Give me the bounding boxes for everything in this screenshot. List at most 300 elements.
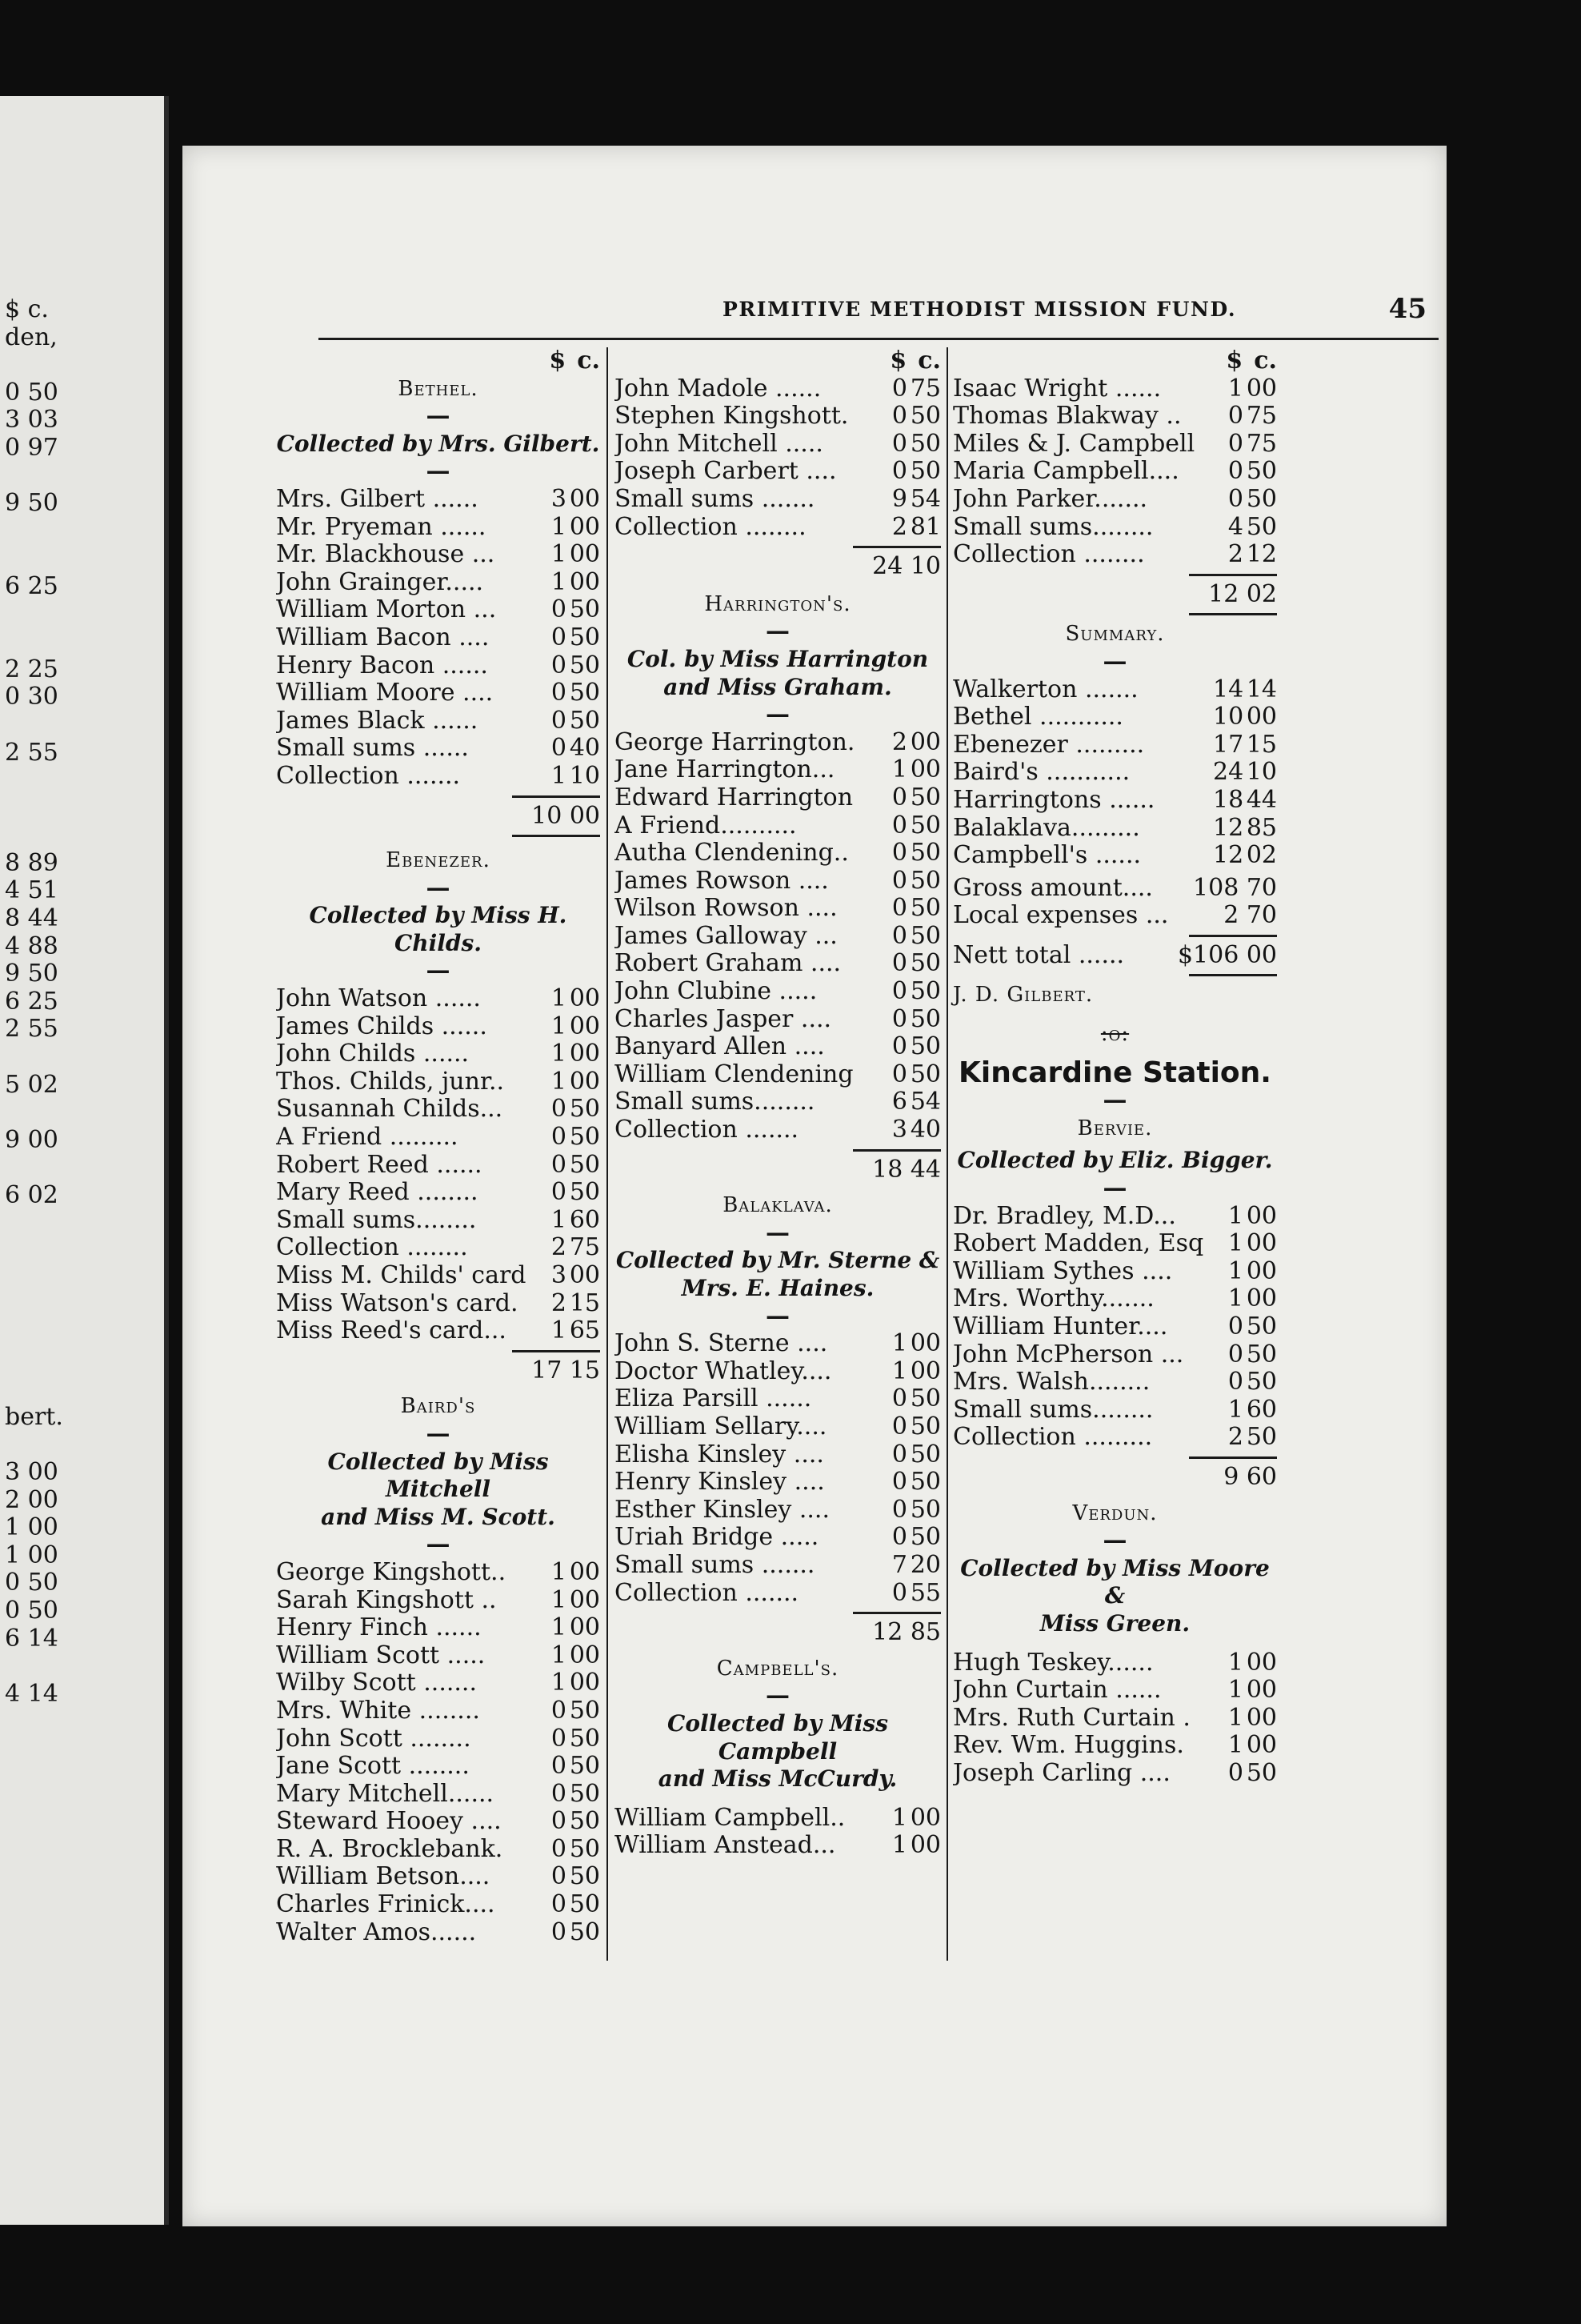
left-page-fragment-line: 8 89 — [5, 848, 58, 877]
cents: 00 — [569, 1067, 600, 1096]
cents: 00 — [1246, 1703, 1277, 1732]
section-total — [953, 581, 1277, 609]
dollars: 0 — [891, 1440, 907, 1469]
left-page-fragment-line: 0 50 — [5, 1596, 58, 1625]
ledger-row — [276, 486, 600, 514]
cents: 00 — [569, 1261, 600, 1289]
ledger-row — [614, 756, 941, 784]
donor-name: Robert Madden, Esq — [953, 1230, 1204, 1258]
short-dash: — — [426, 402, 450, 431]
dollars: 12 — [1213, 841, 1244, 870]
cents: 12 — [1246, 540, 1277, 569]
ledger-row — [953, 458, 1277, 486]
dollars: 1 — [550, 567, 566, 596]
donor-name: Collection ......... — [953, 1424, 1153, 1452]
left-page-fragment-line — [3, 822, 63, 850]
donor-name: Mrs. Worthy....... — [953, 1285, 1155, 1313]
donor-name: William Bacon .... — [276, 623, 490, 651]
dollars: 0 — [550, 1779, 566, 1808]
ledger-row — [276, 624, 600, 652]
collector-line: Collected by Mrs. Gilbert. — [276, 430, 600, 457]
donor-name: Small sums ...... — [276, 735, 469, 763]
ledger-row — [276, 1697, 600, 1725]
ledger-row — [953, 1258, 1277, 1286]
dollars: 2 — [891, 727, 907, 756]
ledger-row — [614, 1832, 941, 1860]
ledger-row — [614, 1033, 941, 1061]
donor-name: Charles Frinick.... — [276, 1891, 495, 1919]
dollars: 0 — [891, 949, 907, 978]
ledger-row — [276, 1068, 600, 1096]
donor-name: Esther Kinsley .... — [614, 1496, 831, 1524]
cents: 50 — [1246, 1368, 1277, 1396]
dollars: 0 — [550, 1696, 566, 1725]
ledger-row — [614, 978, 941, 1006]
cents: 00 — [1246, 1284, 1277, 1313]
left-page-fragment-line: 9 50 — [5, 489, 58, 518]
dollars: 24 — [1213, 758, 1244, 787]
dollars: 1 — [550, 1067, 566, 1096]
dollars: 2 — [891, 512, 907, 541]
donor-name: Harringtons ...... — [953, 786, 1155, 814]
cents: 60 — [569, 1205, 600, 1234]
left-page-fragment-line — [3, 711, 63, 739]
cents: 50 — [910, 457, 941, 486]
donor-name: Thos. Childs, junr.. — [276, 1068, 505, 1096]
dollars: 0 — [1227, 484, 1243, 513]
total-amount: 24 10 — [872, 552, 941, 581]
collector-line: Collected by Miss H. Childs. — [309, 902, 567, 956]
section-title: Balaklava. — [722, 1193, 833, 1218]
donor-name: John S. Sterne .... — [614, 1330, 828, 1358]
dollars: 3 — [891, 1116, 907, 1144]
cents: 00 — [910, 727, 941, 756]
total-amount: 9 60 — [1223, 1462, 1277, 1491]
left-page-fragment-line — [3, 1210, 63, 1238]
dollars: 0 — [550, 1178, 566, 1207]
cents: 50 — [910, 1523, 941, 1552]
dollars: 1 — [1227, 1648, 1243, 1677]
section-total — [614, 553, 941, 581]
collector-line: and Miss McCurdy. — [658, 1765, 898, 1793]
donor-name: Henry Bacon ...... — [276, 651, 488, 679]
ledger-row — [953, 514, 1277, 542]
ledger-row — [276, 596, 600, 624]
left-page-fragment-line: 0 97 — [5, 433, 58, 462]
dollars: 0 — [550, 679, 566, 707]
left-page-fragment-line — [3, 1044, 63, 1072]
donor-name: John Parker....... — [953, 485, 1148, 513]
ledger-row — [614, 375, 941, 403]
spacer — [614, 581, 941, 591]
donor-name: Wilson Rowson .... — [614, 895, 838, 923]
donor-name: James Galloway ... — [614, 922, 838, 950]
cents: 50 — [569, 1095, 600, 1124]
left-page-fragment-line: 0 50 — [5, 1569, 58, 1597]
page-header — [322, 293, 1427, 330]
donor-name: John Madole ...... — [614, 375, 822, 403]
dollars: 14 — [1213, 675, 1244, 703]
ledger-row — [953, 1313, 1277, 1341]
section-title: Harrington's. — [704, 591, 851, 616]
dollars: 0 — [891, 1523, 907, 1552]
cents: 00 — [569, 1585, 600, 1614]
cents: 50 — [1246, 484, 1277, 513]
dollars: 0 — [891, 866, 907, 895]
spacer — [953, 1492, 1277, 1500]
currency-header — [614, 347, 941, 375]
ledger-row — [614, 1358, 941, 1386]
donor-name: A Friend ......... — [276, 1124, 458, 1152]
donor-name: Mr. Blackhouse ... — [276, 541, 495, 569]
summary-label: Nett total ...... — [953, 941, 1125, 969]
cents: 00 — [1246, 1229, 1277, 1258]
dollars: 3 — [550, 484, 566, 513]
spacer — [614, 1647, 941, 1655]
collector-line: Collected by Miss Mitchell — [327, 1448, 549, 1503]
donor-name: Elisha Kinsley .... — [614, 1440, 824, 1469]
donor-name: Doctor Whatley.... — [614, 1357, 832, 1385]
donor-name: Maria Campbell.... — [953, 458, 1179, 486]
donor-name: Steward Hooey .... — [276, 1808, 502, 1836]
cents: 50 — [569, 1779, 600, 1808]
donor-name: Banyard Allen .... — [614, 1033, 825, 1061]
left-page-fragment-line — [3, 463, 63, 491]
collector-line: Collected by Eliz. Bigger. — [957, 1147, 1273, 1174]
donor-name: Collection ....... — [614, 1116, 799, 1144]
local-expenses-row — [953, 902, 1277, 930]
ledger-row — [614, 1061, 941, 1089]
cents-sign: c. — [1254, 347, 1277, 375]
donor-name: Henry Kinsley .... — [614, 1469, 825, 1497]
cents: 00 — [1246, 1201, 1277, 1230]
donor-name: R. A. Brocklebank. — [276, 1835, 503, 1863]
ledger-row — [276, 1587, 600, 1615]
dollars: 0 — [891, 1384, 907, 1413]
collector-line: Miss Green. — [1039, 1609, 1191, 1637]
dollars: 2 — [550, 1288, 566, 1317]
ledger-row — [953, 375, 1277, 403]
ledger-row — [276, 1262, 600, 1290]
spacer — [614, 347, 890, 375]
dollars: 9 — [891, 484, 907, 513]
ledger-row — [614, 403, 941, 431]
spacer — [276, 347, 549, 375]
ledger-row — [614, 1552, 941, 1580]
left-page-fragment-line: 4 88 — [5, 932, 58, 960]
dollars: 1 — [550, 1641, 566, 1669]
summary-value: $106 00 — [1177, 940, 1277, 969]
donor-name: Susannah Childs... — [276, 1096, 503, 1124]
donor-name: John Curtain ...... — [953, 1677, 1162, 1705]
dollars: 1 — [550, 1205, 566, 1234]
cents: 50 — [910, 949, 941, 978]
donor-name: John Clubine ..... — [614, 978, 818, 1006]
ledger-row — [614, 486, 941, 514]
dollars: 1 — [550, 1613, 566, 1642]
total-rule — [1189, 974, 1277, 976]
left-page-fragment-line: 9 50 — [5, 960, 58, 988]
donor-name: Baird's ........... — [953, 759, 1131, 787]
donor-name: John Childs ...... — [276, 1040, 470, 1068]
dollars: 1 — [550, 1040, 566, 1068]
cents: 44 — [1246, 785, 1277, 814]
section-total — [614, 1156, 941, 1184]
dollars: 1 — [550, 1012, 566, 1040]
ledger-row — [953, 1396, 1277, 1424]
donor-name: Small sums........ — [614, 1088, 815, 1116]
section-title: Campbell's. — [716, 1656, 839, 1681]
ledger-row — [614, 458, 941, 486]
left-page-fragment-line: 6 25 — [5, 571, 58, 600]
left-page-fragment-line: 5 02 — [5, 1070, 58, 1099]
donor-name: Campbell's ...... — [953, 842, 1142, 870]
dollars: 0 — [550, 1724, 566, 1753]
cents: 50 — [569, 1917, 600, 1946]
short-dash: — — [1103, 1174, 1127, 1203]
left-page-fragment-line: 6 14 — [5, 1624, 58, 1653]
dollars: 1 — [1227, 1703, 1243, 1732]
total-amount: 12 85 — [872, 1618, 941, 1647]
dollars: 1 — [891, 1831, 907, 1860]
dollars: 0 — [891, 429, 907, 458]
cents: 50 — [569, 623, 600, 651]
cents: 00 — [569, 1669, 600, 1697]
donor-name: James Childs ...... — [276, 1012, 487, 1040]
short-dash: — — [1103, 1526, 1127, 1555]
dollars: 18 — [1213, 785, 1244, 814]
dollars: 0 — [891, 921, 907, 950]
ledger-row — [276, 1808, 600, 1836]
ledger-row — [276, 1096, 600, 1124]
left-page-fragment-line: 3 03 — [5, 406, 58, 435]
dollars: 0 — [891, 894, 907, 923]
cents: 00 — [1246, 1731, 1277, 1760]
left-page-fragment-line — [3, 351, 63, 379]
total-rule — [512, 795, 600, 798]
short-dash: — — [766, 617, 790, 646]
short-dash: — — [426, 1530, 450, 1559]
donor-name: Small sums ....... — [614, 485, 815, 513]
ledger-row — [953, 1341, 1277, 1369]
donor-name: Small sums........ — [276, 1206, 477, 1234]
total-amount: 12 02 — [1208, 579, 1277, 608]
donor-name: Charles Jasper .... — [614, 1005, 832, 1033]
donor-name: William Morton ... — [276, 596, 497, 624]
cents: 50 — [1246, 1423, 1277, 1452]
cents: 50 — [910, 1060, 941, 1088]
ledger-row — [276, 514, 600, 542]
cents: 50 — [569, 1123, 600, 1152]
ledger-row — [276, 1836, 600, 1864]
cents: 00 — [910, 755, 941, 784]
total-rule — [853, 546, 941, 548]
left-page-fragment-line: 4 14 — [5, 1679, 58, 1708]
left-page-fragment-line — [3, 601, 63, 629]
summary-value: 2 70 — [1223, 901, 1277, 930]
cents: 15 — [1246, 730, 1277, 759]
cents: 50 — [569, 1834, 600, 1863]
donor-name: Isaac Wright ...... — [953, 375, 1162, 403]
dollars: 0 — [891, 1004, 907, 1033]
cents: 50 — [569, 1724, 600, 1753]
left-page-fragment-line — [3, 1265, 63, 1293]
gross-amount-row — [953, 875, 1277, 903]
cents: 65 — [569, 1316, 600, 1345]
left-page-fragment-line — [3, 767, 63, 795]
left-page-fragment-line: 6 25 — [5, 987, 58, 1016]
cents: 00 — [569, 567, 600, 596]
dollars: 6 — [891, 1088, 907, 1116]
collector-line: Mrs. E. Haines. — [681, 1275, 875, 1301]
donor-name: Small sums........ — [953, 513, 1154, 541]
section-title: Bervie. — [1077, 1116, 1153, 1140]
section-total — [276, 1357, 600, 1385]
donor-name: George Harrington. — [614, 728, 855, 756]
dollars: 0 — [550, 1150, 566, 1179]
ledger-row — [276, 1863, 600, 1891]
donor-name: William Hunter.... — [953, 1313, 1168, 1340]
cents: 50 — [910, 429, 941, 458]
dollars: 0 — [891, 374, 907, 403]
donor-name: Jane Scott ........ — [276, 1753, 470, 1781]
cents: 00 — [910, 1831, 941, 1860]
donor-name: A Friend.......... — [614, 811, 797, 839]
left-page-fragment-line: 2 00 — [5, 1485, 58, 1514]
donor-name: John McPherson ... — [953, 1340, 1184, 1368]
donor-name: Collection ........ — [614, 513, 807, 541]
short-dash: — — [766, 1301, 790, 1330]
left-page-fragment-line: 3 00 — [5, 1457, 58, 1486]
cents: 50 — [910, 1468, 941, 1497]
ledger-row — [276, 1642, 600, 1670]
left-page-fragment-line: 2 55 — [5, 1015, 58, 1044]
left-page-fragment-line: den, — [5, 323, 58, 351]
nett-total-row — [953, 942, 1277, 970]
ledger-row — [276, 1317, 600, 1345]
ledger-row — [276, 707, 600, 735]
ledger-row — [953, 676, 1277, 704]
section-total — [614, 1619, 941, 1647]
ledger-row — [953, 787, 1277, 815]
dollars: 0 — [550, 1917, 566, 1946]
donor-name: Rev. Wm. Huggins. — [953, 1732, 1184, 1760]
ledger-row — [614, 1469, 941, 1497]
dollars: 1 — [550, 1669, 566, 1697]
left-page-column — [3, 296, 63, 1708]
dollars: 1 — [1227, 374, 1243, 403]
spacer — [953, 1464, 1223, 1492]
cents: 50 — [569, 1178, 600, 1207]
cents: 50 — [910, 894, 941, 923]
ledger-row — [276, 1725, 600, 1753]
cents: 75 — [1246, 402, 1277, 431]
cents: 75 — [1246, 429, 1277, 458]
ledger-row — [276, 1559, 600, 1587]
donor-name: John Scott ........ — [276, 1725, 471, 1753]
dollars: 17 — [1213, 730, 1244, 759]
cents: 00 — [569, 1012, 600, 1040]
section-title: Summary. — [1065, 622, 1165, 647]
cents: 00 — [910, 1803, 941, 1832]
total-rule — [512, 835, 600, 837]
cents: 50 — [569, 679, 600, 707]
cents: 50 — [569, 1890, 600, 1919]
cents: 50 — [910, 1384, 941, 1413]
cents: 50 — [910, 1412, 941, 1440]
donor-name: Wilby Scott ....... — [276, 1669, 478, 1697]
dollars: 1 — [891, 1356, 907, 1385]
cents: 02 — [1246, 841, 1277, 870]
dollars: 10 — [1213, 703, 1244, 731]
short-dash: — — [426, 873, 450, 902]
left-page-fragment-line: 6 02 — [5, 1181, 58, 1209]
ledger-row — [276, 679, 600, 707]
donor-name: William Scott ..... — [276, 1641, 486, 1669]
cents: 50 — [910, 1440, 941, 1469]
dollars: 0 — [550, 1752, 566, 1781]
dollars: 0 — [550, 595, 566, 624]
donor-name: Jane Harrington... — [614, 756, 835, 784]
dollars: 12 — [1213, 813, 1244, 842]
ledger-row — [276, 1290, 600, 1318]
spacer — [276, 803, 531, 831]
donor-name: Walkerton ....... — [953, 675, 1139, 703]
donor-name: Small sums........ — [953, 1396, 1154, 1424]
cents-sign: c. — [918, 347, 941, 375]
ledger-row — [614, 729, 941, 757]
dollars: 1 — [1227, 1676, 1243, 1705]
ledger-row — [953, 1368, 1277, 1396]
total-rule — [853, 1149, 941, 1152]
ledger-row — [953, 541, 1277, 569]
cents: 00 — [569, 1040, 600, 1068]
dollars: 2 — [550, 1233, 566, 1262]
donor-name: George Kingshott.. — [276, 1558, 506, 1586]
collector-line: and Miss M. Scott. — [321, 1503, 555, 1530]
column-divider-1 — [606, 347, 608, 1961]
left-page-fragment — [0, 96, 169, 2225]
left-page-fragment-line: 0 50 — [5, 378, 58, 407]
collector-line: Collected by Miss Campbell — [667, 1709, 888, 1765]
donor-name: John Watson ...... — [276, 985, 481, 1013]
ledger-row — [614, 923, 941, 951]
ledger-row — [276, 1207, 600, 1235]
dollars: 2 — [1227, 540, 1243, 569]
ledger-row — [953, 1285, 1277, 1313]
donor-name: Hugh Teskey...... — [953, 1649, 1154, 1677]
ledger-row — [276, 1919, 600, 1947]
spacer — [276, 1384, 600, 1392]
donor-name: Miss M. Childs' card — [276, 1262, 526, 1289]
section-total — [953, 1464, 1277, 1492]
dollars: 0 — [891, 977, 907, 1006]
donor-name: Ebenezer ......... — [953, 731, 1145, 759]
ledger-row — [953, 1732, 1277, 1760]
ledger-row — [614, 1006, 941, 1034]
separator: :o: — [1100, 1022, 1130, 1047]
ledger-row — [614, 1580, 941, 1608]
cents: 75 — [910, 374, 941, 403]
spacer — [953, 347, 1226, 375]
spacer — [614, 1156, 872, 1184]
ledger-row — [276, 652, 600, 680]
ledger-row — [953, 731, 1277, 759]
dollars: 0 — [550, 1834, 566, 1863]
donor-name: Robert Reed ...... — [276, 1151, 482, 1179]
collector-line: Collected by Miss Moore & — [960, 1554, 1270, 1609]
currency-header — [953, 347, 1277, 375]
